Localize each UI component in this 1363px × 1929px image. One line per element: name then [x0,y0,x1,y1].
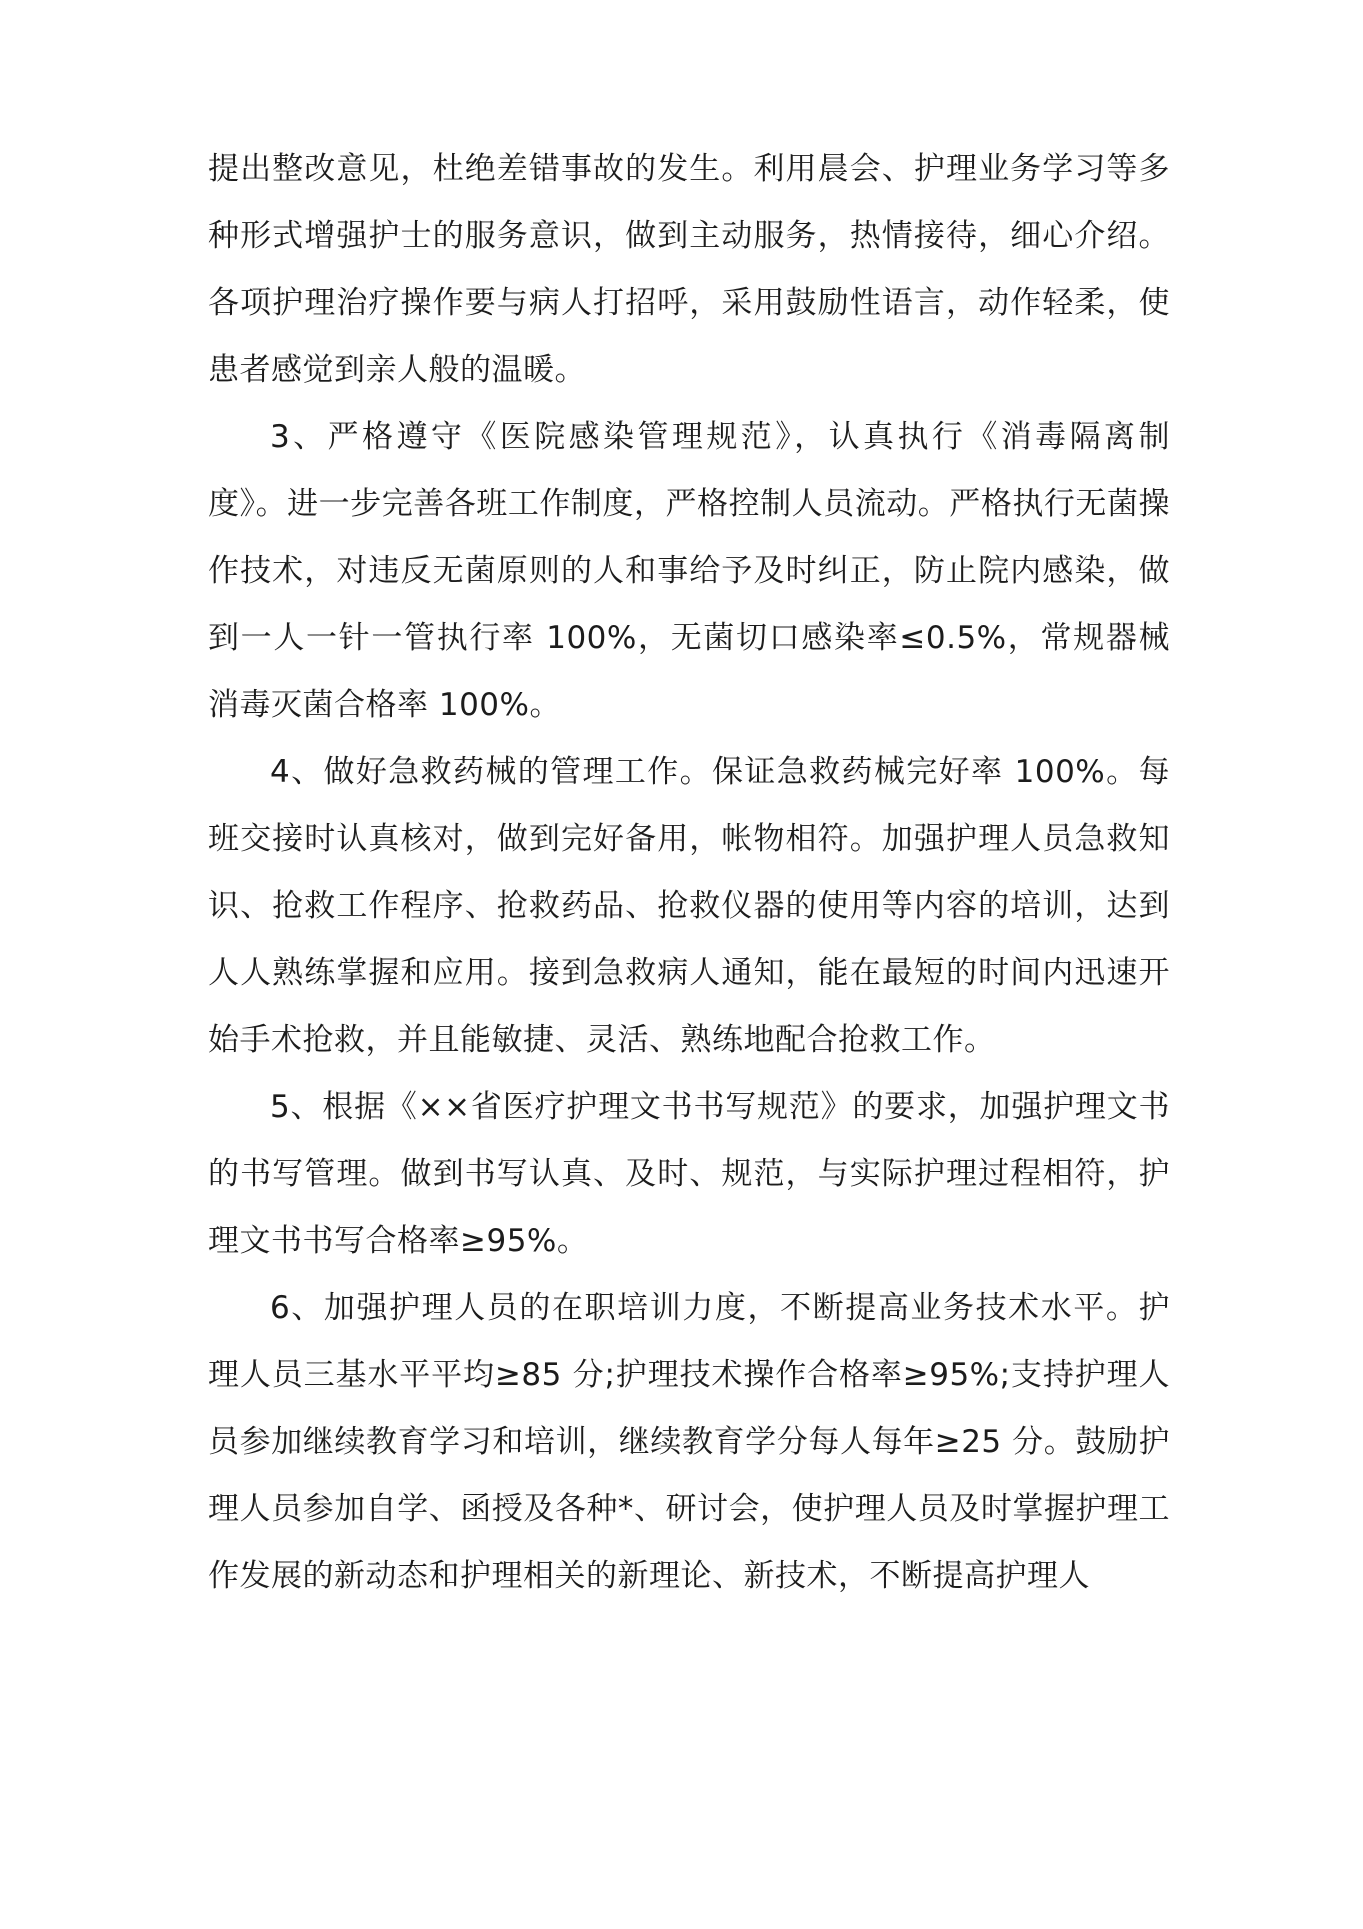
paragraph-continued: 提出整改意见，杜绝差错事故的发生。利用晨会、护理业务学习等多种形式增强护士的服务意识，做到主动服务，热情接待，细心介绍。各项护理治疗操作要与病人打招呼，采用鼓励性语言，动作轻柔，使患者感觉到亲人般的温暖。 [208,151,1170,388]
paragraph-item-3: 3、严格遵守《医院感染管理规范》，认真执行《消毒隔离制度》。进一步完善各班工作制度，严格控制人员流动。严格执行无菌操作技术，对违反无菌原则的人和事给予及时纠正，防止院内感染，做到一人一针一管执行率 100%，无菌切口感染率≤0.5%，常规器械消毒灭菌合格率 100%。 [208,419,1170,723]
paragraph-item-5: 5、根据《××省医疗护理文书书写规范》的要求，加强护理文书的书写管理。做到书写认真、及时、规范，与实际护理过程相符，护理文书书写合格率≥95%。 [208,1089,1170,1259]
paragraph-item-4: 4、做好急救药械的管理工作。保证急救药械完好率 100%。每班交接时认真核对，做到完好备用，帐物相符。加强护理人员急救知识、抢救工作程序、抢救药品、抢救仪器的使用等内容的培训，达到人人熟练掌握和应用。接到急救病人通知，能在最短的时间内迅速开始手术抢救，并且能敏捷、灵活、熟练地配合抢救工作。 [208,754,1170,1058]
document-body [208,136,1170,1610]
paragraph-item-6: 6、加强护理人员的在职培训力度，不断提高业务技术水平。护理人员三基水平平均≥85 分;护理技术操作合格率≥95%;支持护理人员参加继续教育学习和培训，继续教育学分每人每年≥25 分。鼓励护理人员参加自学、函授及各种*、研讨会，使护理人员及时掌握护理工作发展的新动态和护理相关的新理论、新技术，不断提高护理人 [208,1290,1170,1594]
